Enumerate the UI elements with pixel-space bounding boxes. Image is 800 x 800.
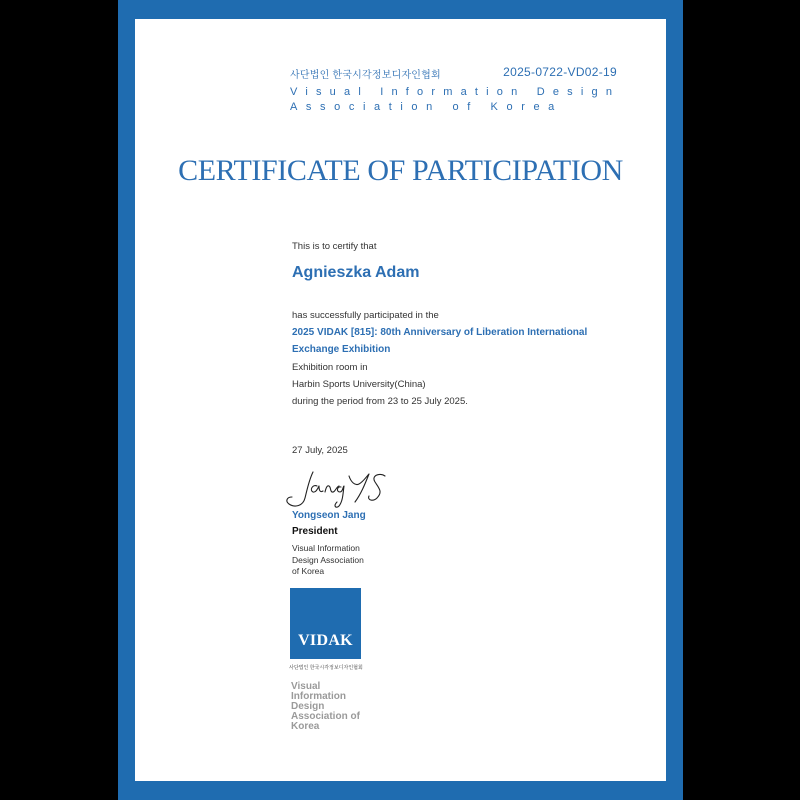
issue-date: 27 July, 2025 — [292, 445, 348, 456]
signer-name: Yongseon Jang — [292, 510, 366, 521]
logo-korean-name: 사단법인 한국시각정보디자인협회 — [289, 665, 363, 671]
venue-text: Harbin Sports University(China) — [292, 379, 426, 390]
logo-en-line5: Korea — [291, 721, 320, 732]
handwritten-signature — [283, 466, 393, 512]
signer-org-line2: Design Association — [292, 554, 364, 565]
header-org-english-line1: Visual Information Design — [290, 86, 621, 98]
logo-english-name — [291, 682, 360, 732]
logo-en-line3: Design — [291, 701, 325, 712]
certify-intro: This is to certify that — [292, 241, 377, 252]
logo-en-line2: Information — [291, 691, 346, 702]
header-org-english-line2: Association of Korea — [290, 101, 563, 113]
signer-org-line1: Visual Information — [292, 543, 360, 553]
logo-en-line4: Association of — [291, 711, 360, 722]
recipient-name: Agnieszka Adam — [292, 264, 420, 281]
vidak-logo-mark: VIDAK — [298, 632, 353, 649]
exhibition-title-line2: Exchange Exhibition — [292, 344, 391, 355]
certificate-code: 2025-0722-VD02-19 — [503, 65, 617, 79]
room-text: Exhibition room in — [292, 362, 368, 373]
participated-text: has successfully participated in the — [292, 310, 439, 321]
signer-role: President — [292, 526, 338, 537]
exhibition-title-line1: 2025 VIDAK [815]: 80th Anniversary of Liberation International — [292, 327, 588, 338]
period-text: during the period from 23 to 25 July 2025. — [292, 396, 468, 407]
logo-en-line1: Visual — [291, 681, 321, 692]
vidak-logo — [290, 588, 361, 659]
certificate-title: CERTIFICATE OF PARTICIPATION — [178, 154, 623, 187]
header-org-korean: 사단법인 한국시각정보디자인협회 — [290, 70, 441, 81]
signer-org-line3: of Korea — [292, 566, 325, 576]
signer-organization — [292, 543, 364, 578]
